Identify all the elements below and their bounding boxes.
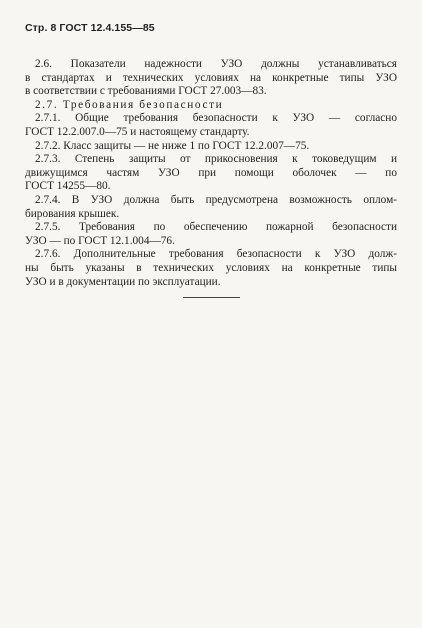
text-line: 2.7.5. Требования по обеспечению пожарной безопасности bbox=[35, 221, 397, 234]
text-line: 2.7.6. Дополнительные требования безопасности к УЗО долж- bbox=[35, 248, 397, 261]
text-line: 2.6. Показатели надежности УЗО должны устанавливаться bbox=[35, 58, 397, 70]
text-line: 2.7.2. Класс защиты — не ниже 1 по ГОСТ 12.2.007—75. bbox=[35, 139, 310, 152]
text-line: в соответствии с требованиями ГОСТ 27.003—83. bbox=[25, 85, 267, 98]
text-line: 2.7.3. Степень защиты от прикосновения к токоведущим и bbox=[35, 153, 397, 166]
text-line: ны быть указаны в технических условиях на конкретные типы bbox=[25, 261, 397, 274]
document-body bbox=[25, 58, 397, 289]
text-line: ГОСТ 12.2.007.0—75 и настоящему стандарту. bbox=[25, 125, 250, 138]
text-line: УЗО — по ГОСТ 12.1.004—76. bbox=[25, 234, 175, 247]
text-line: движущимся частям УЗО при помощи оболочек — по bbox=[25, 166, 397, 179]
section-heading: 2.7. Требования безопасности bbox=[35, 98, 224, 111]
text-line: 2.7.4. В УЗО должна быть предусмотрена возможность оплом- bbox=[35, 193, 397, 206]
text-line: в стандартах и технических условиях на конкретные типы УЗО bbox=[25, 71, 397, 84]
text-line: ГОСТ 14255—80. bbox=[25, 180, 111, 193]
page-header: Стр. 8 ГОСТ 12.4.155—85 bbox=[25, 22, 155, 34]
text-line: бирования крышек. bbox=[25, 207, 120, 220]
text-line: 2.7.1. Общие требования безопасности к УЗО — согласно bbox=[35, 112, 397, 125]
text-line: УЗО и в документации по эксплуатации. bbox=[25, 275, 221, 288]
end-divider bbox=[183, 297, 240, 298]
